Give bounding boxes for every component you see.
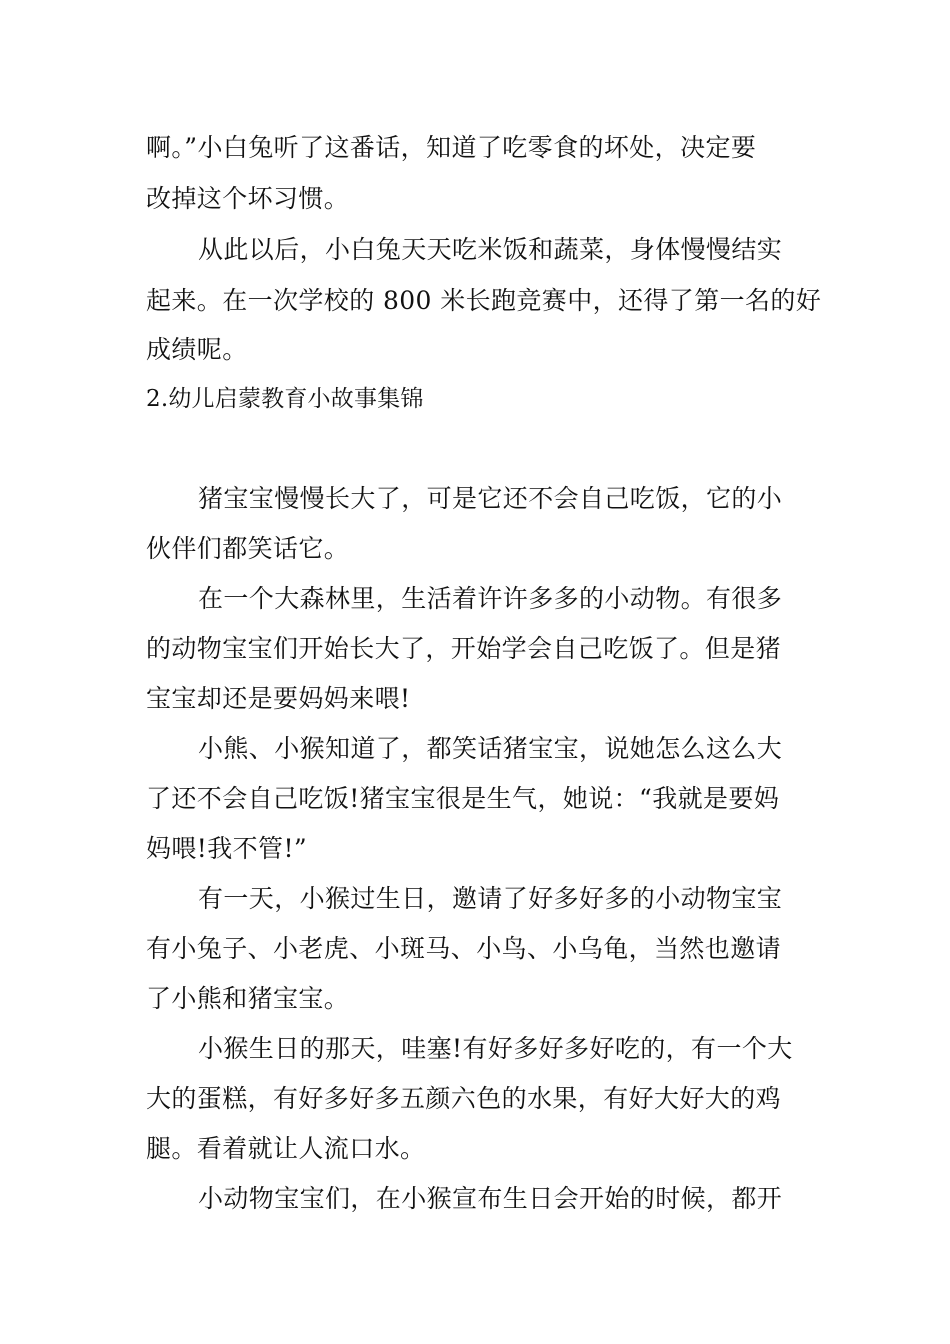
paragraph-line: 从此以后，小白兔天天吃米饭和蔬菜，身体慢慢结实 (198, 235, 783, 264)
paragraph-line: 在一个大森林里，生活着许许多多的小动物。有很多 (198, 584, 783, 613)
paragraph-line: 伙伴们都笑话它。 (146, 534, 350, 563)
paragraph-line: 小猴生日的那天，哇塞!有好多好多好吃的，有一个大 (198, 1034, 793, 1063)
paragraph-line: 腿。看着就让人流口水。 (146, 1134, 426, 1163)
paragraph-line: 有一天，小猴过生日，邀请了好多好多的小动物宝宝 (198, 884, 783, 913)
paragraph-line: 啊。”小白兔听了这番话，知道了吃零食的坏处，决定要 (146, 133, 757, 162)
paragraph-line: 成绩呢。 (146, 335, 248, 364)
paragraph-line: 小动物宝宝们，在小猴宣布生日会开始的时候，都开 (198, 1184, 783, 1213)
paragraph-line: 了小熊和猪宝宝。 (146, 984, 350, 1013)
paragraph-line: 小熊、小猴知道了，都笑话猪宝宝，说她怎么这么大 (198, 734, 783, 763)
paragraph-line: 起来。在一次学校的 800 米长跑竞赛中，还得了第一名的好 (146, 286, 822, 315)
paragraph-line: 宝宝却还是要妈妈来喂! (146, 684, 411, 713)
paragraph-line: 妈喂!我不管!” (146, 834, 308, 863)
paragraph-line: 有小兔子、小老虎、小斑马、小鸟、小乌龟，当然也邀请 (146, 934, 782, 963)
paragraph-line: 了还不会自己吃饭!猪宝宝很是生气，她说：“我就是要妈 (146, 784, 780, 813)
paragraph-line: 大的蛋糕，有好多好多五颜六色的水果，有好大好大的鸡 (146, 1084, 782, 1113)
paragraph-line: 的动物宝宝们开始长大了，开始学会自己吃饭了。但是猪 (146, 634, 782, 663)
paragraph-line: 猪宝宝慢慢长大了，可是它还不会自己吃饭，它的小 (198, 484, 783, 513)
paragraph-line: 改掉这个坏习惯。 (146, 184, 350, 213)
section-heading: 2.幼儿启蒙教育小故事集锦 (146, 386, 424, 412)
